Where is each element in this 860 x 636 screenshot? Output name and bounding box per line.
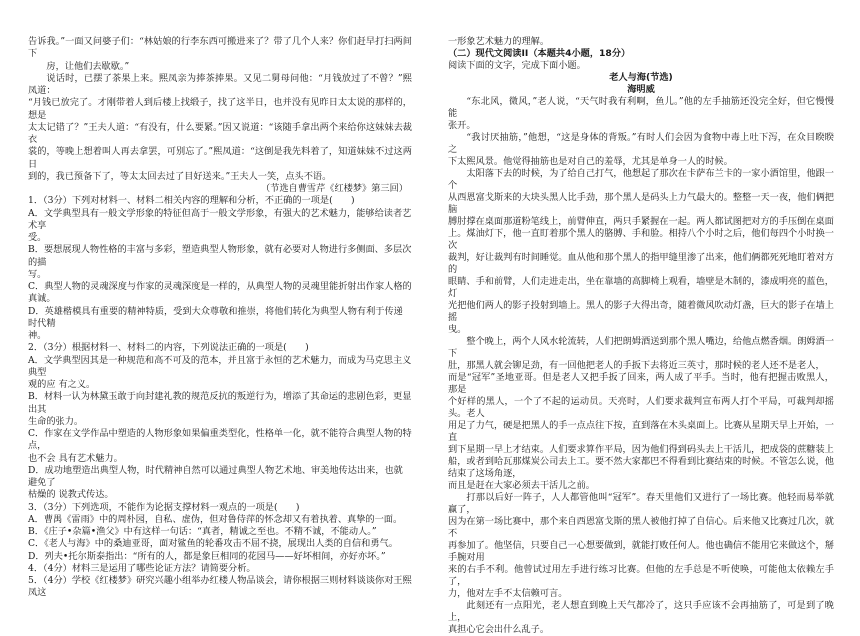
- article-title: 老人与海(节选): [609, 72, 673, 83]
- article-line: 来的右手不利。他曾试过用左手进行练习比赛。但他的左手总是不听使唤，可能他太依赖左手了，: [448, 564, 834, 587]
- passage-line: 裳的，等晚上想着叫人再去拿罢，可别忘了。”熙凤道：“这倒是我先料着了，知道妹妹不过这两日: [28, 146, 412, 170]
- article-line: 眼睛、手和前臂，人们走进走出，坐在靠墙的高脚椅上观看，墙壁是木制的，漆成明亮的蓝色，灯: [448, 276, 834, 299]
- article-line: 船，或者到哈瓦那煤炭公司去上工。要不然大家都巴不得看到比赛结束的时候。不管怎么说，他结束了这场角逐，: [448, 456, 834, 479]
- option-line: B．材料一认为林黛玉敢于向封建礼教的规范反抗的叛逆行为，增添了其命运的悲剧色彩，更显出其: [28, 391, 412, 415]
- option-line: 受。: [28, 232, 47, 243]
- passage-line: 到的，我已预备下了，等太太回去过了目好送来。”王夫人一笑，点头不语。: [28, 170, 332, 182]
- article-line: 而且是赶在大家必须去干活儿之前。: [448, 480, 595, 491]
- question-1: 1．（3分）下列对材料一、材料二相关内容的理解和分析，不正确的一项是( ): [28, 195, 355, 207]
- article-line: 整个晚上，两个人风水轮流转，人们把朗姆酒送到那个黑人嘴边，给他点燃香烟。朗姆酒一下: [448, 336, 834, 359]
- option-line: D．英雄楷模具有重要的精神特质，受到大众尊敬和推崇，将他们转化为典型人物有利于传递时代精: [28, 305, 403, 329]
- option-line: B．《庄子•杂篇•渔父》中有这样一句话：“真者，精诚之至也。不精不诚，不能动人。”: [28, 526, 377, 537]
- option-line: 也不会 具有艺术魅力。: [28, 452, 123, 464]
- article-line: “我讨厌抽筋，”他想，“这是身体的背叛。”有时人们会因为食物中毒上吐下泻，在众目睽睽之: [448, 132, 834, 155]
- question-5: 5．（4分）学校《红楼梦》研究兴趣小组举办红楼人物品谈会，请你根据三则材料谈谈你对王熙凤这: [28, 575, 412, 599]
- passage-line: 告诉我。”一面又问婆子们：“林姑娘的行李东西可搬进来了？带了几个人来？你们赶早打扫两间下: [28, 36, 412, 60]
- right-column: [448, 36, 834, 636]
- option-line: A．曹禺《雷雨》中的周朴园，自私、虚伪，但对鲁侍萍的怀念却又有着执着、真挚的一面。: [28, 513, 403, 525]
- option-line: B．要想展现人物性格的丰富与多彩，塑造典型人物形象，就有必要对人物进行多侧面、多层次的描: [28, 244, 412, 268]
- article-line: 太阳落下去的时候，为了给自己打气，他想起了那次在卡萨布兰卡的一家小酒馆里，他跟一个: [448, 168, 834, 191]
- option-line: C．作家在文学作品中塑造的人物形象如果偏重类型化，性格单一化，就不能符合典型人物的特点，: [28, 428, 412, 452]
- article-line: 个好样的黑人，一个了不起的运动员。天亮时，人们要求裁判宣布两人打个平局，可裁判却摇头。老人: [448, 396, 834, 419]
- article-author: 海明威: [627, 84, 655, 95]
- option-line: 写。: [28, 268, 47, 280]
- option-line: 观的应 有之义。: [28, 379, 96, 390]
- question-4: 4．（4分）材料三是运用了哪些论证方法？请简要分析。: [28, 562, 256, 574]
- article-line: “东北风，微风，”老人说，“天气时我有利啊，鱼儿。”他的左手抽筋还没完全好，但它慢慢能: [448, 96, 834, 119]
- option-line: D．成功地塑造出典型人物，时代精神自然可以通过典型人物艺术地、审美地传达出来，也就避免了: [28, 464, 403, 488]
- option-line: C．《老人与海》中的桑迪亚哥，面对鲨鱼的轮番攻击不屈不挠，展现出人类的自信和勇气。: [28, 538, 398, 550]
- passage-line: 说话时，已摆了茶果上来。熙凤亲为捧茶捧果。又见二舅母问他：“月钱放过了不曾？”熙凤道：: [28, 72, 412, 96]
- option-line: D．列夫•托尔斯泰指出：“所有的人，都是象巨相同的花园马——好坏相间，亦好亦坏。”: [28, 550, 386, 562]
- question-2: 2．（3分）根据材料一、材料二的内容，下列说法正确的一项是( ): [28, 342, 309, 354]
- article-line: 张开。: [448, 120, 476, 131]
- option-line: 神。: [28, 330, 47, 341]
- article-line: 到下星期一早上才结束。人们要求算作平局，因为他们得到码头去上干活儿，把成袋的蔗糖装上: [448, 444, 834, 455]
- option-line: C．典型人物的灵魂深度与作家的灵魂深度是一样的，从典型人物的灵魂里能折射出作家人格的真诚。: [28, 281, 412, 305]
- passage-line: 房，让他们去歇歇。”: [46, 60, 130, 72]
- option-line: A．文学典型因其是一种规范和高不可及的范本，并且富于永恒的艺术魅力，而成为马克思主义典型: [28, 354, 412, 378]
- question-3: 3．（3分）下列选项，不能作为论据支撑材料一观点的一项是( ): [28, 501, 300, 513]
- article-line: 肚，那黑人就会铆足劲，有一回他把老人的手扳下去将近三英寸，那时候的老人还不是老人，: [448, 360, 825, 371]
- article-line: 裁判，好让裁判有时间睡觉。血从他和那个黑人的指甲缝里渗了出来，他们俩都死死地盯着对方的: [448, 252, 834, 275]
- article-line: 再参加了。他坚信，只要自己一心想要做到，就能打败任何人。他也确信不能用它来做这个，掰手腕对用: [448, 540, 834, 563]
- article-line: 上。煤油灯下，他一直盯着那个黑人的胳膊、手和脸。相持八个小时之后，他们每四个小时换一次: [448, 228, 834, 251]
- article-line: 力，他对左手不太信赖可言。: [448, 588, 568, 599]
- article-line: 膊肘撑在桌面那道粉笔线上，前臂伸直，两只手紧握在一起。两人都试图把对方的手压倒在桌面: [448, 216, 834, 227]
- article-line: 从西恩富戈斯来的大块头黑人比手劲，那个黑人是码头上力气最大的。整整一天一夜，他们俩把脑: [448, 192, 834, 215]
- left-column: [28, 36, 412, 600]
- section-heading: （二）现代文阅读II（本题共4小题，18分）: [448, 48, 631, 59]
- passage-line: “月钱已放完了。才刚带着人到后楼上找缎子，找了这半日，也并没有见昨日太太说的那样的，想是: [28, 97, 412, 121]
- passage-line: 太太记错了？”王夫人道：“有没有，什么要紧。”因又说道：“该随手拿出两个来给你这妹妹去裁衣: [28, 121, 412, 145]
- article-line: 曳。: [448, 324, 467, 335]
- option-line: 生命的张力。: [28, 415, 84, 427]
- article-line: 真担心它会出什么乱子。: [448, 624, 550, 635]
- passage-source: （节选自曹雪芹《红楼梦》第三回）: [261, 183, 408, 194]
- article-line: 因为在第一场比赛中，那个来自西恩富戈斯的黑人被他打掉了自信心。后来他又比赛过几次，就不: [448, 516, 834, 539]
- article-line: 下太熙风景。他觉得抽筋也是对自己的羞辱，尤其是单身一人的时候。: [448, 156, 733, 167]
- continued-line: 一形象艺术魅力的理解。: [448, 36, 550, 47]
- article-line: 光把他们两人的影子投射到墙上。黑人的影子大得出奇，随着微风吹动灯盏，巨大的影子在墙上摇: [448, 300, 834, 323]
- option-line: A．文学典型具有一般文学形象的特征但高于一般文学形象，有强大的艺术魅力，能够给读者艺术享: [28, 207, 412, 231]
- article-line: 而是“冠军”圣地亚哥。但是老人又把手扳了回来，两人成了平手。当时，他有把握击败黑人，那是: [448, 372, 834, 395]
- article-line: 此刻还有一点阳光，老人想直到晚上天气都冷了，这只手应该不会再抽筋了，可是到了晚上，: [448, 600, 834, 623]
- instruction: 阅读下面的文字，完成下面小题。: [448, 60, 586, 71]
- article-line: 用足了力气，硬是把黑人的手一点点往下按，直到落在木头桌面上。比赛从星期天早上开始，一直: [448, 420, 834, 443]
- article-line: 打那以后好一阵子，人人都管他叫“冠军”。春天里他们又进行了一场比赛。他轻而易举就赢了，: [448, 492, 834, 515]
- option-line: 枯燥的 说教式传达。: [28, 489, 114, 501]
